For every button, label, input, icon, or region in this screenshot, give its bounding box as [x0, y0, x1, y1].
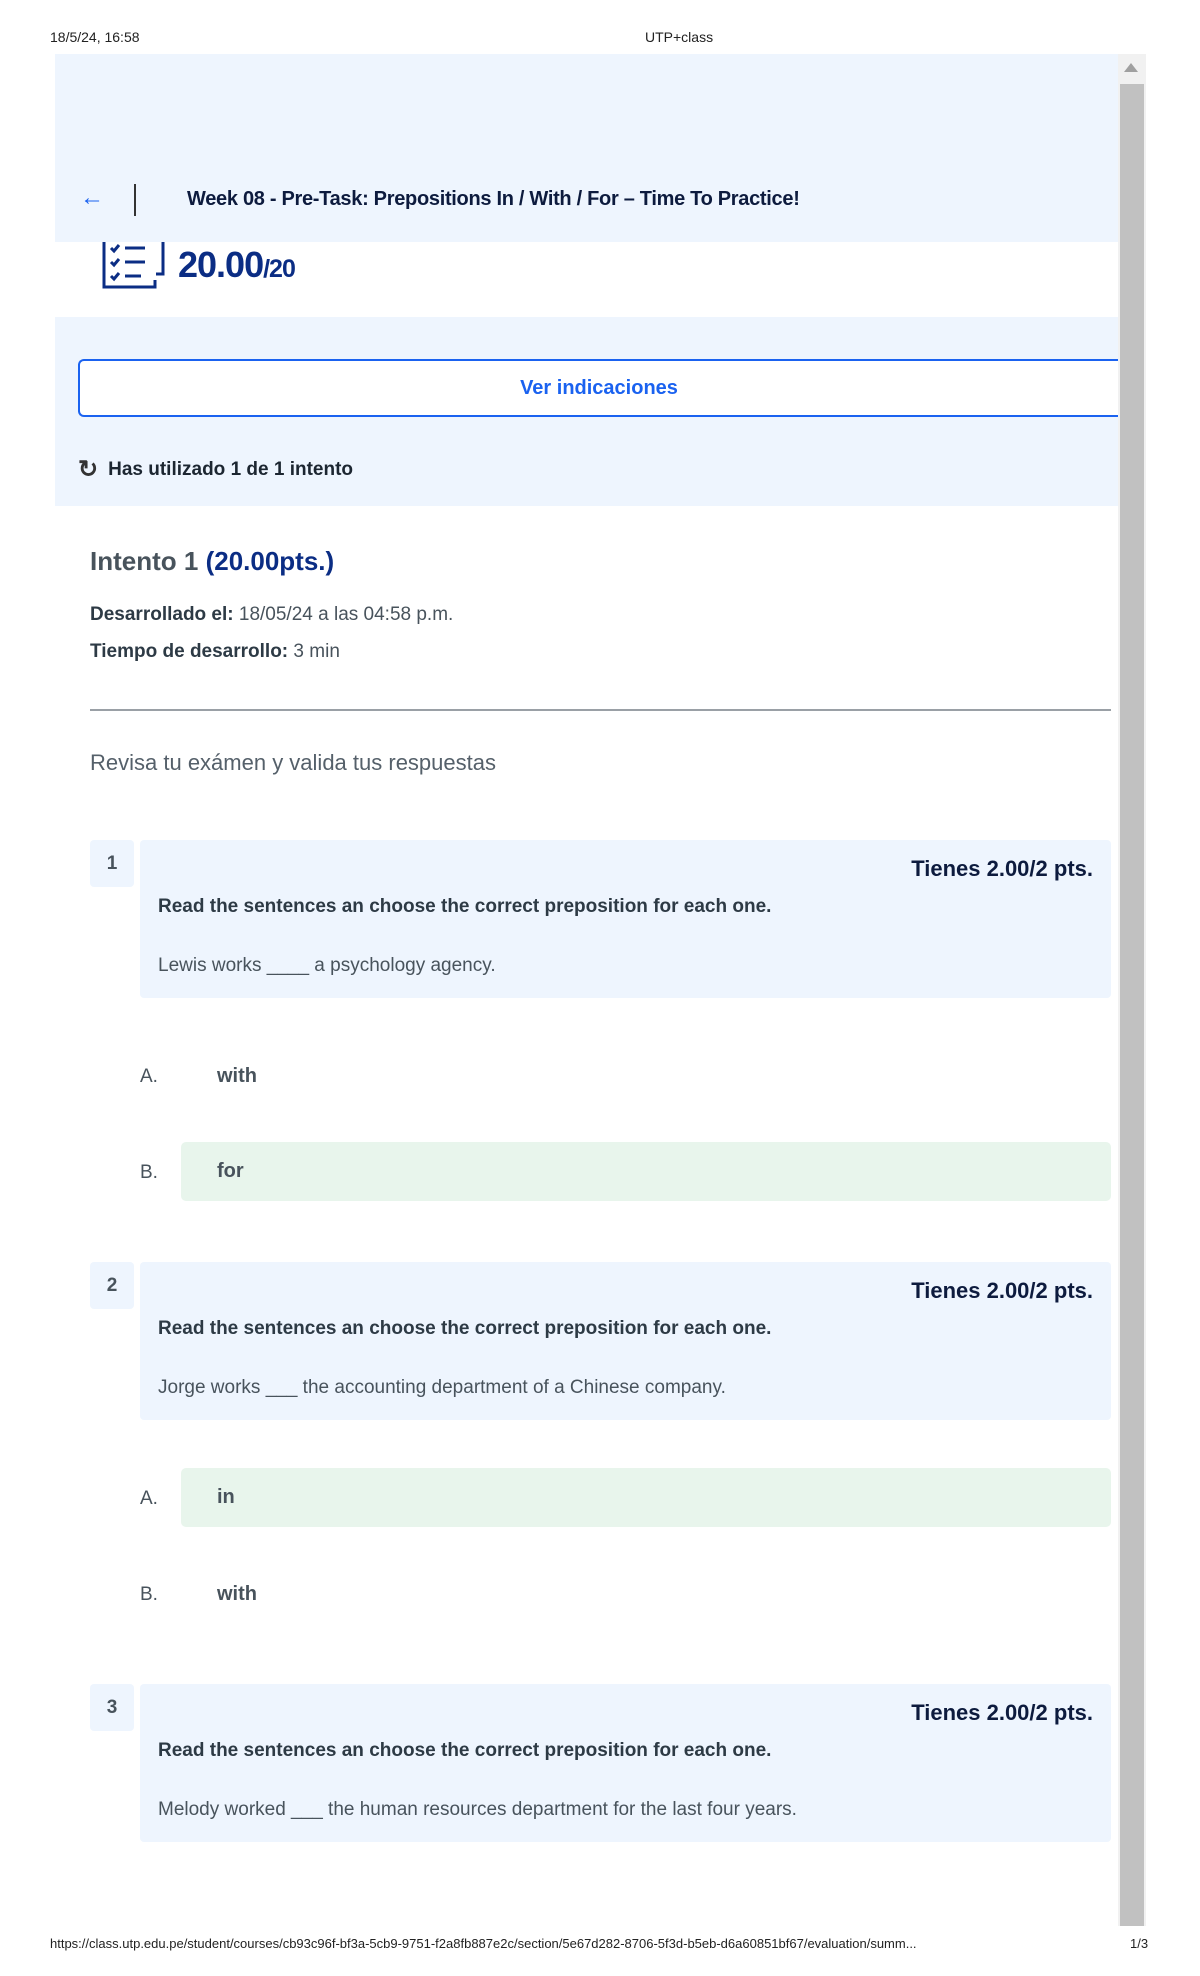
option-letter: B.: [140, 1162, 158, 1183]
question-sentence: Jorge works ___ the accounting department of a Chinese company.: [158, 1377, 726, 1398]
answer-option: with: [217, 1065, 257, 1087]
review-heading: Revisa tu exámen y valida tus respuestas: [90, 750, 496, 775]
question-number: 1: [90, 840, 134, 887]
question-number: 2: [90, 1262, 134, 1309]
checklist-icon: [101, 242, 167, 297]
question-points: Tienes 2.00/2 pts.: [911, 856, 1093, 881]
back-arrow-icon[interactable]: ←: [80, 184, 104, 211]
answer-option-correct: for: [181, 1142, 1111, 1201]
development-time: Tiempo de desarrollo: 3 min: [90, 641, 340, 662]
attempts-info: [78, 455, 353, 484]
option-letter: A.: [140, 1066, 158, 1087]
attempts-text: Has utilizado 1 de 1 intento: [108, 458, 354, 480]
print-page-number: 1/3: [1130, 1936, 1149, 1951]
view-indications-button[interactable]: Ver indicaciones: [78, 359, 1118, 417]
question-instruction: Read the sentences an choose the correct preposition for each one.: [158, 1740, 772, 1761]
page-title: Week 08 - Pre-Task: Prepositions In / With / For – Time To Practice!: [187, 188, 800, 210]
scrollbar-thumb[interactable]: [1120, 84, 1144, 1926]
divider: [90, 709, 1111, 711]
question-points: Tienes 2.00/2 pts.: [911, 1278, 1093, 1303]
question-card: [140, 1684, 1111, 1842]
score-value: 20.00/20: [178, 244, 295, 285]
question-sentence: Lewis works ____ a psychology agency.: [158, 955, 496, 976]
question-instruction: Read the sentences an choose the correct preposition for each one.: [158, 896, 772, 917]
print-datetime: 18/5/24, 16:58: [50, 29, 140, 45]
question-card: [140, 840, 1111, 998]
question-card: [140, 1262, 1111, 1420]
developed-on: Desarrollado el: 18/05/24 a las 04:58 p.m.: [90, 604, 454, 625]
question-instruction: Read the sentences an choose the correct preposition for each one.: [158, 1318, 772, 1339]
refresh-icon: ↻: [78, 456, 99, 483]
question-sentence: Melody worked ___ the human resources department for the last four years.: [158, 1799, 797, 1820]
print-page-title: UTP+class: [645, 29, 714, 45]
option-letter: B.: [140, 1584, 158, 1605]
header-divider: [134, 184, 136, 216]
header-bar: [55, 54, 1146, 242]
answer-option-correct: in: [181, 1468, 1111, 1527]
attempt-title: Intento 1 (20.00pts.): [90, 546, 335, 576]
answer-option: with: [217, 1583, 257, 1605]
scroll-up-icon[interactable]: [1124, 63, 1138, 72]
question-points: Tienes 2.00/2 pts.: [911, 1700, 1093, 1725]
question-number: 3: [90, 1684, 134, 1731]
option-letter: A.: [140, 1488, 158, 1509]
print-url: https://class.utp.edu.pe/student/courses/cb93c96f-bf3a-5cb9-9751-f2a8fb887e2c/section/5e67d282-8706-5f3d-b5eb-d6a60851bf67/evaluation/summ...: [50, 1936, 917, 1951]
